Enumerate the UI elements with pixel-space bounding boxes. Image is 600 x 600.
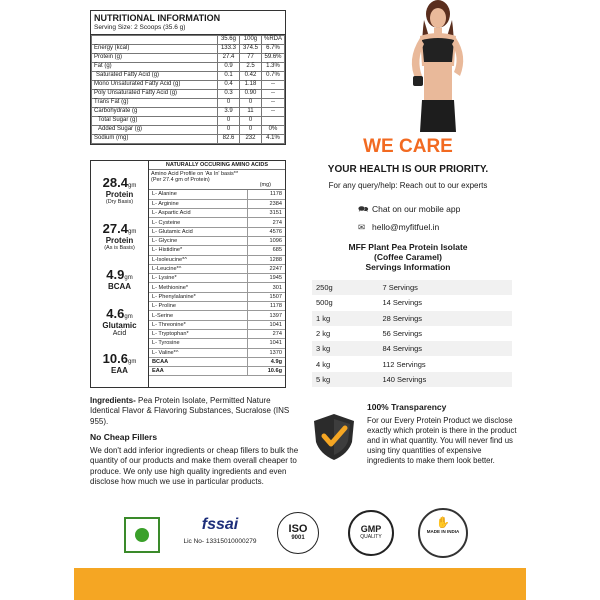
query-text: For any query/help: Reach out to our experts xyxy=(328,181,488,190)
table-row: L- Glycine 1096 xyxy=(149,236,285,245)
table-row: Carbohydrate (g 3.9 11 -- xyxy=(92,107,285,116)
table-row: L-Serine 1397 xyxy=(149,311,285,320)
shield-check-icon xyxy=(312,412,356,462)
table-row: Total Sugar (g) 0 0 xyxy=(92,116,285,125)
we-care-heading: WE CARE xyxy=(363,136,453,157)
table-row: 2 kg 56 Servings xyxy=(316,329,423,339)
amino-stats xyxy=(91,161,148,387)
table-row: Added Sugar (g) 0 0 0% xyxy=(92,125,285,134)
serving-size: Serving Size: 2 Scoops (35.6 g) xyxy=(91,23,285,34)
transparency-body: For our Every Protein Product we disclose exactly which protein is there in the product and in what quantity. You will never find us using tiny quantities of expensive ingredients to make them look better. xyxy=(367,416,517,465)
table-row: L- Alanine 1178 xyxy=(149,190,285,199)
amino-table-area xyxy=(148,161,285,387)
table-row: L-Isoleucine*^ 1288 xyxy=(149,255,285,264)
table-row: Mono Unsaturated Fatty Acid (g) 0.4 1.18 -- xyxy=(92,80,285,89)
table-row: Energy (kcal) 133.3 374.5 6.7% xyxy=(92,44,285,53)
table-row: 4 kg 112 Servings xyxy=(316,359,426,369)
table-row: Sodium (mg) 82.6 232 4.1% xyxy=(92,134,285,143)
no-cheap-body: We don't add inferior ingredients or cheap fillers to bulk the quantity of our products and make them overall cheaper to produce. We only use high quality ingredients and even disclose how much we use in particular products. xyxy=(90,446,299,487)
glutamic-stat: 4.6gm Glutamic Acid xyxy=(102,306,137,337)
table-row: L-Leucine*^ 2247 xyxy=(149,264,285,273)
table-row: L- Threonine* 1041 xyxy=(149,320,285,329)
table-row: 3 kg 84 Servings xyxy=(312,341,512,356)
table-row: 5 kg 140 Servings xyxy=(312,372,512,387)
table-row: L- Glutamic Acid 4576 xyxy=(149,227,285,236)
table-row: Saturated Fatty Acid (g) 0.1 0.42 0.7% xyxy=(92,71,285,80)
table-row: L- Lysine* 1945 xyxy=(149,274,285,283)
table-row: L- Tyrosine 1041 xyxy=(149,339,285,348)
amino-acid-panel xyxy=(90,160,286,388)
mail-icon: ✉ xyxy=(358,222,366,232)
servings-table xyxy=(312,280,512,387)
table-row: 1 kg 28 Servings xyxy=(312,311,512,326)
table-row: L- Valine*^ 1370 xyxy=(149,348,285,357)
amino-table xyxy=(149,190,285,376)
bcaa-stat: 4.9gm BCAA xyxy=(106,267,133,291)
gmp-badge-icon: GMP QUALITY xyxy=(348,510,394,556)
chat-contact[interactable]: 🗪 Chat on our mobile app xyxy=(358,204,460,218)
fssai-logo: fssai Lic No- 13315010000279 xyxy=(176,516,264,550)
table-row: L- Tryptophan* 274 xyxy=(149,329,285,338)
table-row: L- Arginine 2384 xyxy=(149,199,285,208)
table-row: Poly Unsaturated Fatty Acid (g) 0.3 0.90 -- xyxy=(92,89,285,98)
protein-asis-stat: 27.4gm Protein (As is Basis) xyxy=(102,221,137,251)
table-row: EAA 10.6g xyxy=(149,367,285,376)
table-row: 250g 7 Servings xyxy=(312,280,512,295)
nutrition-panel xyxy=(90,10,286,145)
table-row: BCAA 4.9g xyxy=(149,357,285,366)
table-row: L- Proline 1178 xyxy=(149,302,285,311)
nutrition-title: NUTRITIONAL INFORMATION xyxy=(94,13,221,23)
amino-profile-note: Amino Acid Profile on 'As In' basis** (Per 27.4 gm of Protein) (mg) xyxy=(149,170,285,190)
table-row: Fat (g) 0.9 2.5 1.3% xyxy=(92,62,285,71)
athlete-image xyxy=(380,0,490,132)
iso-badge-icon: ISO 9001 xyxy=(277,512,319,554)
priority-heading: YOUR HEALTH IS OUR PRIORITY. xyxy=(327,164,489,175)
ingredients-text: Ingredients- Pea Protein Isolate, Permitted Nature Identical Flavor & Flavoring Substances, Sucralose (INS 955). xyxy=(90,396,290,426)
table-row: Trans Fat (g) 0 0 -- xyxy=(92,98,285,107)
bottom-accent-bar xyxy=(74,568,526,600)
transparency-title: 100% Transparency xyxy=(367,402,447,412)
table-row: L- Aspartic Acid 3151 xyxy=(149,209,285,218)
license-number: Lic No- 13315010000279 xyxy=(183,538,257,545)
made-in-india-badge-icon: ✋ MADE IN INDIA xyxy=(418,508,468,558)
table-row: L- Histidine* 685 xyxy=(149,246,285,255)
table-row: Protein (g) 27.4 77 59.6% xyxy=(92,53,285,62)
table-row: 500g 14 Servings xyxy=(316,298,423,308)
email-contact[interactable]: ✉ hello@myfitfuel.in xyxy=(358,222,440,232)
protein-dry-stat: 28.4gm Protein (Dry Basis) xyxy=(102,175,137,205)
nutrition-table xyxy=(91,35,285,144)
nutrition-header-row: 35.6g 100g %RDA xyxy=(92,35,285,44)
table-row: L- Cysteine 274 xyxy=(149,218,285,227)
servings-title: MFF Plant Pea Protein Isolate (Coffee Caramel) Servings Information xyxy=(348,242,468,272)
eaa-stat: 10.6gm EAA xyxy=(102,351,137,375)
no-cheap-title: No Cheap Fillers xyxy=(90,432,158,442)
chat-icon: 🗪 xyxy=(358,204,369,214)
table-row: L- Phenylalanine* 1507 xyxy=(149,292,285,301)
table-row: L- Methionine* 301 xyxy=(149,283,285,292)
veg-icon xyxy=(124,517,160,553)
amino-header: NATURALLY OCCURING AMINO ACIDS xyxy=(149,161,285,170)
